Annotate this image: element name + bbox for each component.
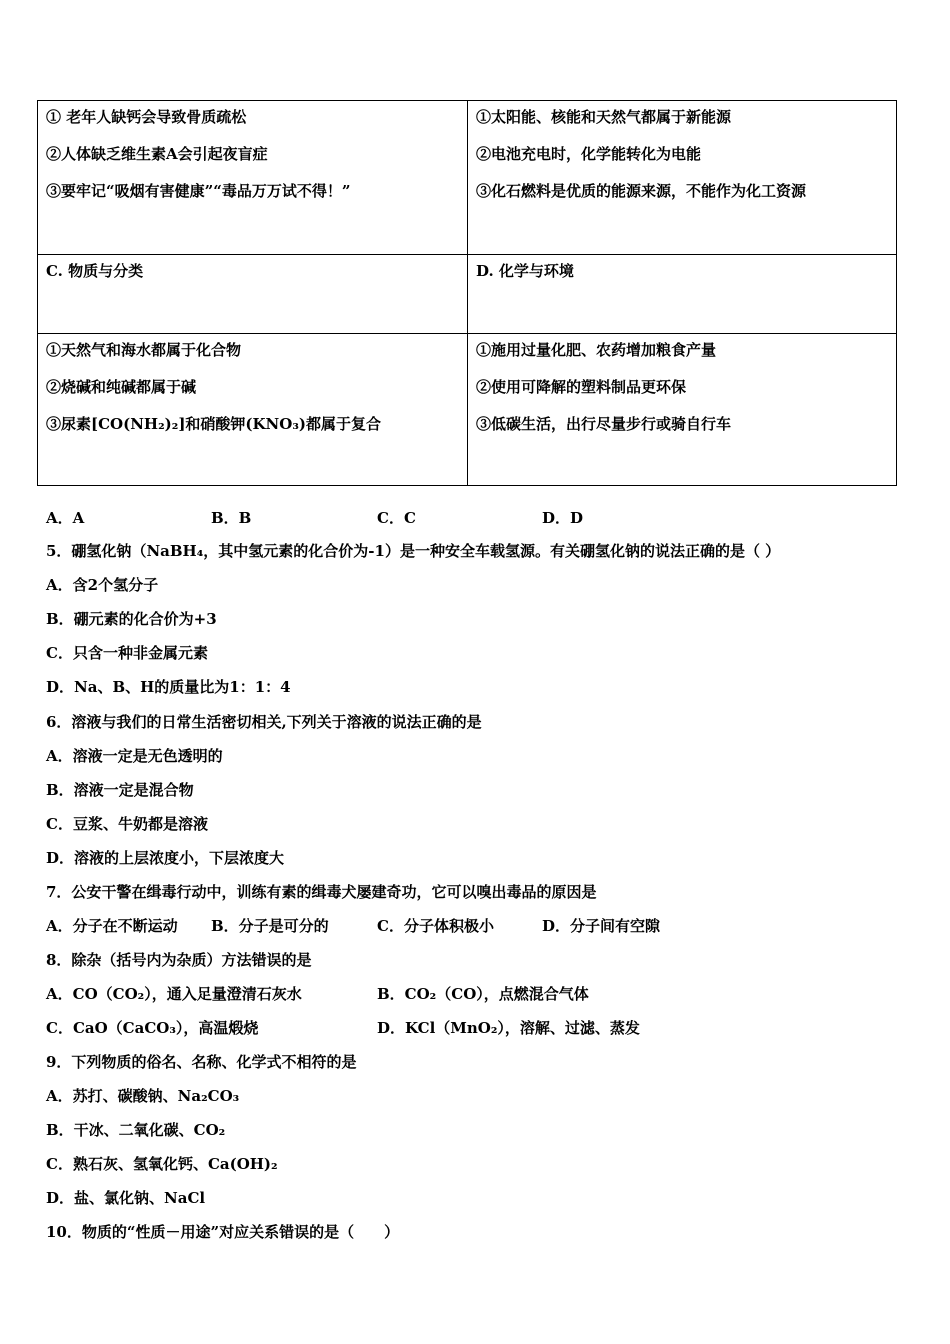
cell-c-heading: C. 物质与分类	[38, 255, 468, 334]
q8-stem: 8．除杂（括号内为杂质）方法错误的是	[46, 951, 312, 969]
q7-option-b[interactable]: B．分子是可分的	[211, 917, 329, 935]
cell-d-item: ②使用可降解的塑料制品更环保	[476, 378, 687, 396]
q7-option-d[interactable]: D．分子间有空隙	[542, 917, 661, 935]
q8-option-d[interactable]: D．KCl（MnO₂），溶解、过滤、蒸发	[377, 1019, 640, 1037]
q4-option-d[interactable]: D．D	[542, 509, 584, 527]
cell-d-item: ①施用过量化肥、农药增加粮食产量	[476, 341, 717, 359]
q6-stem: 6．溶液与我们的日常生活密切相关,下列关于溶液的说法正确的是	[46, 713, 482, 731]
q4-option-c[interactable]: C．C	[377, 509, 416, 527]
q9-option-c[interactable]: C．熟石灰、氢氧化钙、Ca(OH)₂	[46, 1155, 278, 1173]
cell-b-item: ②电池充电时，化学能转化为电能	[476, 145, 702, 163]
cell-a-item: ① 老年人缺钙会导致骨质疏松	[46, 108, 247, 126]
cell-c-content	[38, 334, 468, 486]
q7-stem: 7．公安干警在缉毒行动中，训练有素的缉毒犬屡建奇功，它可以嗅出毒品的原因是	[46, 883, 597, 901]
q4-option-a[interactable]: A．A	[46, 509, 85, 527]
cell-d-item: ③低碳生活，出行尽量步行或骑自行车	[476, 415, 732, 433]
q6-option-a[interactable]: A．溶液一定是无色透明的	[46, 747, 223, 765]
q7-option-c[interactable]: C．分子体积极小	[377, 917, 494, 935]
q5-option-b[interactable]: B．硼元素的化合价为+3	[46, 610, 217, 628]
cell-a-content	[38, 101, 468, 255]
q9-option-d[interactable]: D．盐、氯化钠、NaCl	[46, 1189, 206, 1207]
cell-c-item: ②烧碱和纯碱都属于碱	[46, 378, 197, 396]
q8-option-c[interactable]: C．CaO（CaCO₃），高温煅烧	[46, 1019, 259, 1037]
q5-option-a[interactable]: A．含2个氢分子	[46, 576, 159, 594]
q8-option-b[interactable]: B．CO₂（CO），点燃混合气体	[377, 985, 589, 1003]
q5-stem: 5．硼氢化钠（NaBH₄，其中氢元素的化合价为-1）是一种安全车载氢源。有关硼氢化钠的说法正确的是（ ）	[46, 542, 781, 560]
cell-a-item: ③要牢记“吸烟有害健康”“毒品万万试不得！”	[46, 182, 351, 200]
cell-d-heading: D. 化学与环境	[468, 255, 897, 334]
q7-option-a[interactable]: A．分子在不断运动	[46, 917, 178, 935]
q5-option-c[interactable]: C．只含一种非金属元素	[46, 644, 208, 662]
cell-c-item: ③尿素[CO(NH₂)₂]和硝酸钾(KNO₃)都属于复合	[46, 415, 381, 433]
q5-option-d[interactable]: D．Na、B、H的质量比为1：1：4	[46, 678, 291, 696]
q6-option-b[interactable]: B．溶液一定是混合物	[46, 781, 194, 799]
cell-b-item: ③化石燃料是优质的能源来源，不能作为化工资源	[476, 182, 807, 200]
q6-option-c[interactable]: C．豆浆、牛奶都是溶液	[46, 815, 208, 833]
q9-option-b[interactable]: B．干冰、二氧化碳、CO₂	[46, 1121, 226, 1139]
cell-b-content	[468, 101, 897, 255]
q9-option-a[interactable]: A．苏打、碳酸钠、Na₂CO₃	[46, 1087, 240, 1105]
q8-option-a[interactable]: A．CO（CO₂），通入足量澄清石灰水	[46, 985, 302, 1003]
q9-stem: 9．下列物质的俗名、名称、化学式不相符的是	[46, 1053, 357, 1071]
question-4-options-table	[37, 100, 897, 486]
cell-d-content	[468, 334, 897, 486]
q4-option-b[interactable]: B．B	[211, 509, 252, 527]
q6-option-d[interactable]: D．溶液的上层浓度小，下层浓度大	[46, 849, 285, 867]
cell-a-item: ②人体缺乏维生素A会引起夜盲症	[46, 145, 268, 163]
q10-stem: 10．物质的“性质－用途”对应关系错误的是（ ）	[46, 1223, 400, 1241]
cell-c-item: ①天然气和海水都属于化合物	[46, 341, 242, 359]
cell-b-item: ①太阳能、核能和天然气都属于新能源	[476, 108, 732, 126]
